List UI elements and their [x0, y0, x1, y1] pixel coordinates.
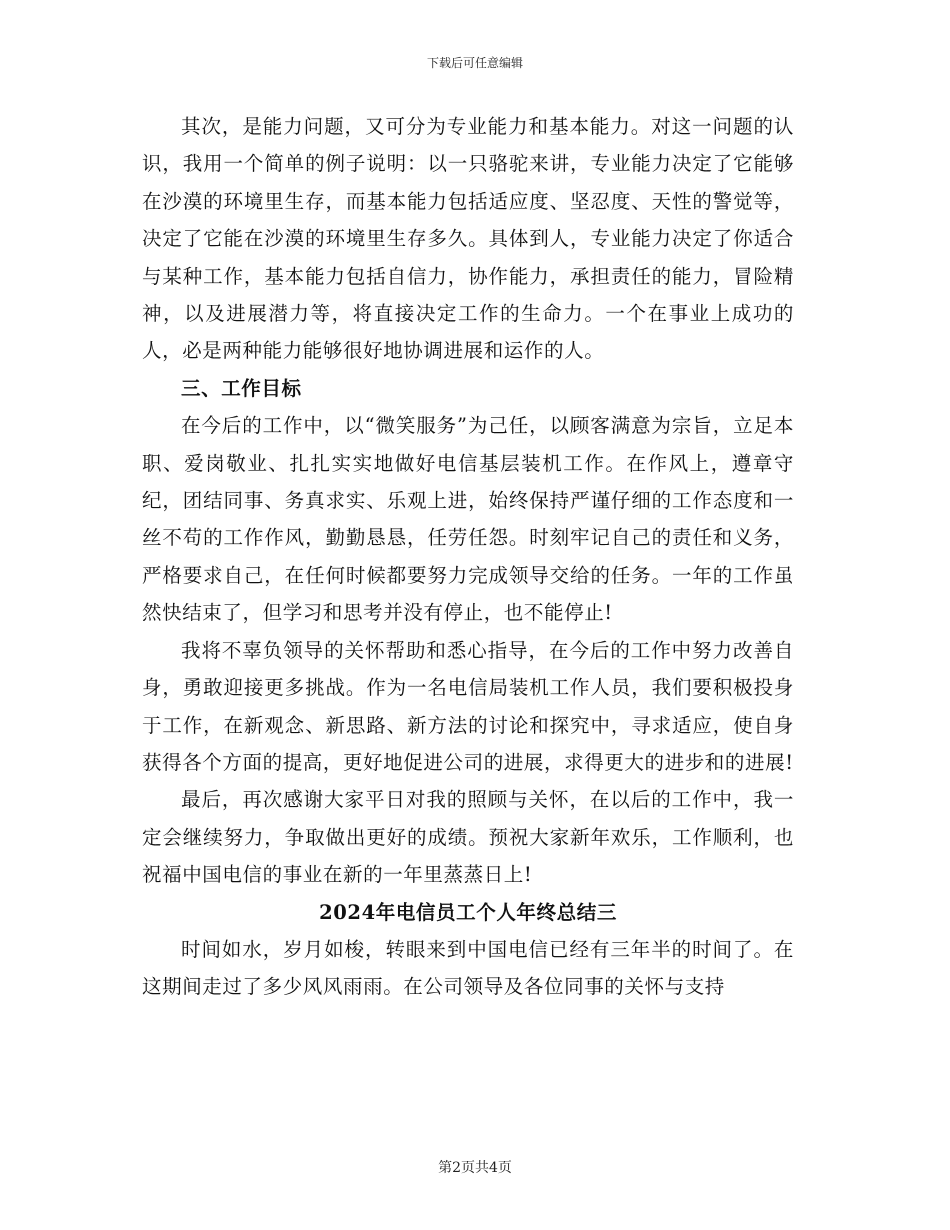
paragraph-thanks: 最后，再次感谢大家平日对我的照顾与关怀，在以后的工作中，我一定会继续努力，争取做出更好的成绩。预祝大家新年欢乐，工作顺利，也祝福中国电信的事业在新的一年里蒸蒸日上!	[142, 788, 794, 887]
paragraph-ability: 其次，是能力问题，又可分为专业能力和基本能力。对这一问题的认识，我用一个简单的例子说明：以一只骆驼来讲，专业能力决定了它能够在沙漠的环境里生存，而基本能力包括适应度、坚忍度、天性的警觉等，决定了它能在沙漠的环境里生存多久。具体到人，专业能力决定了你适合与某种工作，基本能力包括自信力，协作能力，承担责任的能力，冒险精神，以及进展潜力等，将直接决定工作的生命力。一个在事业上成功的人，必是两种能力能够很好地协调进展和运作的人。	[142, 115, 794, 363]
paragraph-intro: 时间如水，岁月如梭，转眼来到中国电信已经有三年半的时间了。在这期间走过了多少风风雨雨。在公司领导及各位同事的关怀与支持	[142, 937, 794, 999]
page-header: 下载后可任意编辑	[426, 56, 523, 70]
paragraph-commitment: 我将不辜负领导的关怀帮助和悉心指导，在今后的工作中努力改善自身，勇敢迎接更多挑战。作为一名电信局装机工作人员，我们要积极投身于工作，在新观念、新思路、新方法的讨论和探究中，寻求适应，使自身获得各个方面的提高，更好地促进公司的进展，求得更大的进步和的进展!	[142, 638, 794, 774]
section-title: 2024年电信员工个人年终总结三	[319, 900, 617, 924]
document-body	[142, 108, 794, 1006]
paragraph-goals: 在今后的工作中，以“微笑服务”为己任，以顾客满意为宗旨，立足本职、爱岗敬业、扎扎实实地做好电信基层装机工作。在作风上，遵章守纪，团结同事、务真求实、乐观上进，始终保持严谨仔细的工作态度和一丝不苟的工作作风，勤勤恳恳，任劳任怨。时刻牢记自己的责任和义务，严格要求自己，在任何时候都要努力完成领导交给的任务。一年的工作虽然快结束了，但学习和思考并没有停止，也不能停止!	[142, 414, 794, 625]
section-heading-work-goals: 三、工作目标	[181, 376, 302, 400]
page-footer: 第2页共4页	[438, 1160, 512, 1176]
